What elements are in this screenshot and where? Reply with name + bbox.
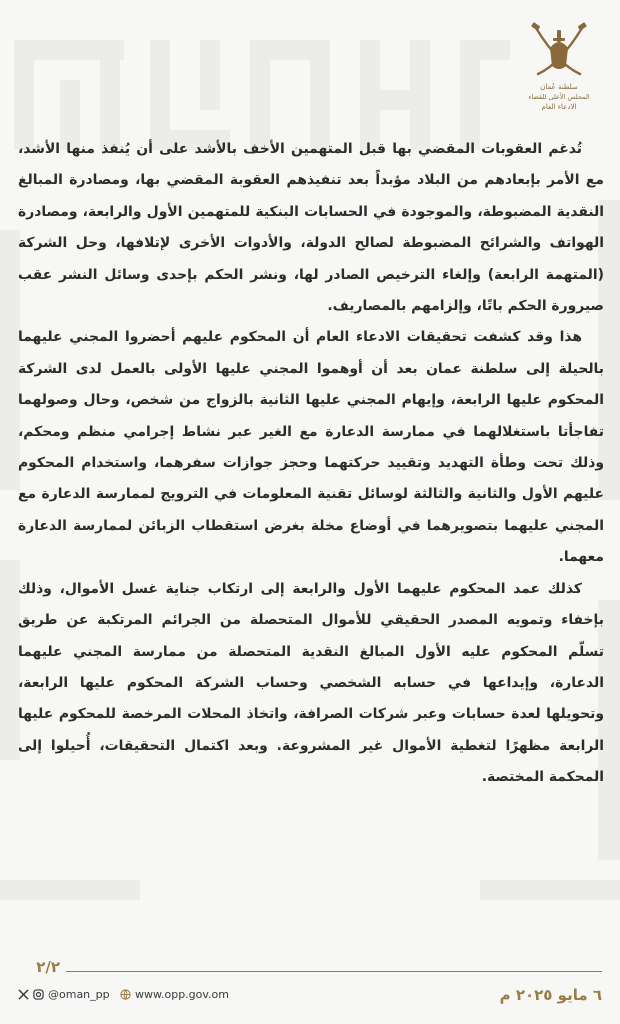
paragraph-3-text: كذلك عمد المحكوم عليهما الأول والرابعة إلى ارتكاب جناية غسل الأموال، وذلك بإخفاء وتمويه المصدر الحقيقي للأموال المتحصلة من الجرائم المرتكبة عن طريق تسلّم المحكوم عليه الأول المبالغ النقدية المتحصلة من ممارسة المجني عليهما الدعارة، وإيداعها في حسابه الشخصي وحساب الشركة المحكوم عليها الرابعة، وتحويلها لعدة حسابات وعبر شركات الصرافة، واتخاذ المحلات المرخصة للمحكوم عليها الرابعة مظهرًا لتغطية الأموال غير المشروعة. وبعد اكتمال التحقيقات، أُحيلوا إلى المحكمة المختصة.: [18, 580, 604, 786]
instagram-icon[interactable]: [33, 989, 44, 1000]
organization-logo: [518, 22, 600, 128]
paragraph-1-text: تُدغم العقوبات المقضي بها قبل المتهمين الأخف بالأشد على أن يُنفذ منها الأشد، مع الأمر بإبعادهم من البلاد مؤبداً بعد تنفيذهم العقوبة المقضي بها، ومصادرة المبالغ النقدية المضبوطة، والموجودة في الحسابات البنكية للمتهمين الأول والرابعة، ومصادرة الهواتف والشرائح المضبوطة لصالح الدولة، والأدوات الأخرى لإتلافها، وحل الشركة (المتهمة الرابعة) وإلغاء الترخيص الصادر لها، ونشر الحكم بإحدى وسائل النشر عقب صيرورة الحكم باتًا، وإلزامهم بالمصاريف.: [18, 141, 604, 315]
org-name-council: المجلس الأعلى للقضاء: [528, 93, 590, 101]
social-handle[interactable]: @oman_pp: [48, 988, 110, 1001]
org-name-prosecution: الادعاء العام: [541, 103, 577, 111]
org-name-country: سلطنة عُمان: [540, 83, 578, 91]
website-url[interactable]: www.opp.gov.om: [135, 988, 229, 1001]
social-handle-link[interactable]: [18, 988, 110, 1001]
website-link[interactable]: [120, 988, 229, 1001]
article-body: [18, 134, 604, 794]
article-paragraph-3: [18, 574, 604, 794]
globe-icon: [120, 989, 131, 1000]
page-number-divider: [66, 971, 602, 972]
footer: [0, 982, 620, 1012]
article-paragraph-1: [18, 134, 604, 322]
paragraph-2-text: هذا وقد كشفت تحقيقات الادعاء العام أن المحكوم عليهم أحضروا المجني عليهما بالحيلة إلى سلطنة عمان بعد أن أوهموا المجني عليها الأولى بالعمل لدى الشركة المحكوم عليها الرابعة، وإيهام المجني عليها الثانية بالزواج من شخص، وحال وصولهما تفاجأتا باستغلالهما في ممارسة الدعارة مع الغير عبر نشاط إجرامي منظم ومحكم، وذلك تحت وطأة التهديد وتقييد حركتهما وحجز جوازات سفرهما، واستخدام المحكوم عليهم الأول والثانية والثالثة لوسائل تقنية المعلومات في الترويج لممارسة الدعارة مع المجني عليهما بتصويرهما في أوضاع مخلة بغرض استقطاب الزبائن لممارسة الدعارة معهما.: [18, 329, 604, 566]
article-paragraph-2: [18, 322, 604, 573]
oman-emblem-icon: [528, 22, 590, 80]
publish-date: ٦ مايو ٢٠٢٥ م: [499, 986, 602, 1004]
x-icon[interactable]: [18, 989, 29, 1000]
organization-name: [518, 82, 600, 112]
page-number: ٢/٢: [36, 958, 60, 976]
